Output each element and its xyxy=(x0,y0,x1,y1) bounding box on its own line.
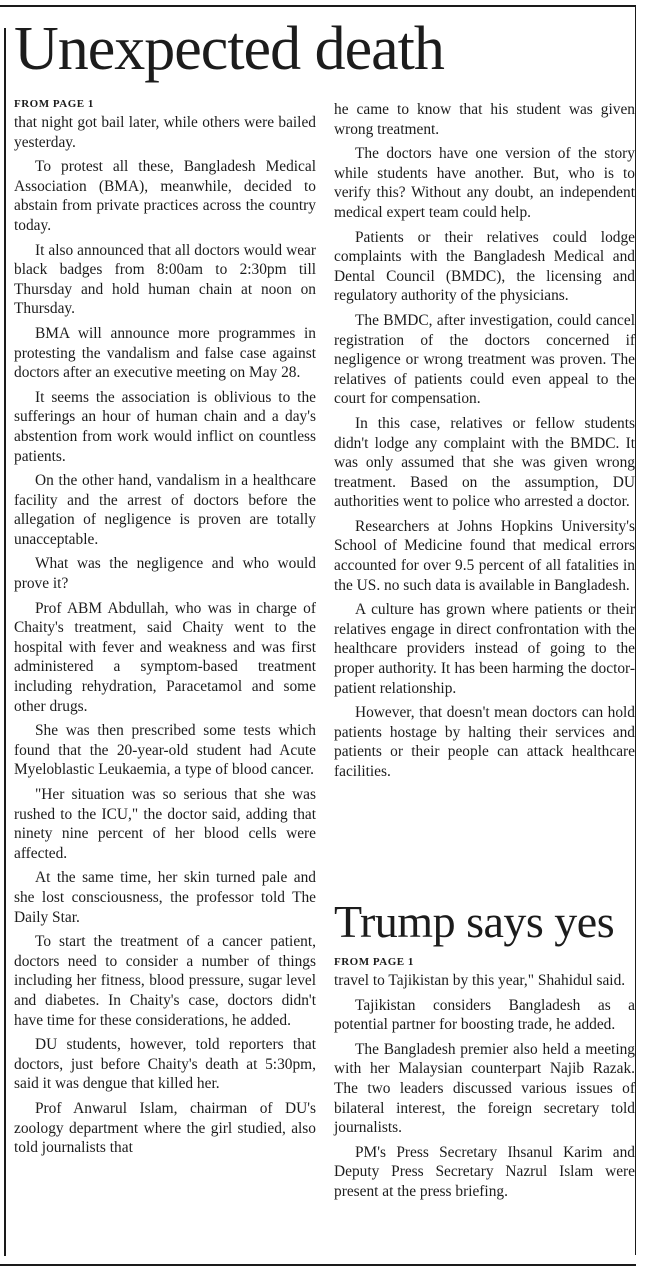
bottom-rule xyxy=(0,1264,636,1266)
paragraph: What was the negligence and who would prove it? xyxy=(14,555,316,593)
top-rule xyxy=(0,5,636,7)
paragraph: To start the treatment of a cancer patient, doctors need to consider a number of things including her fitness, blood pressure, sugar level and diabetes. In Chaity's case, doctors didn't have time for these considerations, he added. xyxy=(14,933,316,1029)
from-page-label: FROM PAGE 1 xyxy=(14,98,94,110)
right-rule xyxy=(635,5,636,1255)
article1-column-1 xyxy=(14,97,316,1163)
paragraph: BMA will announce more programmes in protesting the vandalism and false case against doctors after an executive meeting on May 28. xyxy=(14,324,316,382)
paragraph: She was then prescribed some tests which found that the 20-year-old student had Acute Myeloblastic Leukaemia, a type of blood cancer. xyxy=(14,722,316,779)
paragraph: he came to know that his student was given wrong treatment. xyxy=(334,101,635,138)
paragraph: To protest all these, Bangladesh Medical Association (BMA), meanwhile, decided to abstain from private practices across the country today. xyxy=(14,158,316,234)
article2-column xyxy=(334,955,635,1207)
paragraph: DU students, however, told reporters that doctors, just before Chaity's death at 5:30pm, said it was dengue that killed her. xyxy=(14,1036,316,1093)
paragraph: The doctors have one version of the story while students have another. But, who is to verify this? Without any doubt, an independent medical expert team could help. xyxy=(334,145,635,221)
headline-unexpected-death: Unexpected death xyxy=(14,15,444,83)
paragraph: In this case, relatives or fellow students didn't lodge any complaint with the BMDC. It was only assumed that she was given wrong treatment. Based on the assumption, DU authorities went to police who arrested a doctor. xyxy=(334,414,635,511)
paragraph: It seems the association is oblivious to the sufferings an hour of human chain and a day's abstention from work would inflict on countless patients. xyxy=(14,388,316,465)
left-rule xyxy=(4,28,6,1256)
paragraph: travel to Tajikistan by this year," Shahidul said. xyxy=(334,972,626,989)
paragraph: "Her situation was so serious that she was rushed to the ICU," the doctor said, adding that ninety nine percent of her blood cells were affected. xyxy=(14,786,316,862)
paragraph: Prof Anwarul Islam, chairman of DU's zoology department where the girl studied, also told journalists that xyxy=(14,1099,316,1157)
from-page-label: FROM PAGE 1 xyxy=(334,956,414,968)
paragraph: A culture has grown where patients or their relatives engage in direct confrontation with the healthcare providers instead of going to the proper authority. It has been harming the doctor-patient relationship. xyxy=(334,601,635,697)
article1-column-2 xyxy=(334,100,635,787)
headline-trump-says-yes: Trump says yes xyxy=(334,896,615,947)
paragraph: that night got bail later, while others were bailed yesterday. xyxy=(14,114,316,151)
paragraph: Researchers at Johns Hopkins University's School of Medicine found that medical errors accounted for over 9.5 percent of all fatalities in the US. no such data is available in Bangladesh. xyxy=(334,517,635,594)
paragraph: At the same time, her skin turned pale and she lost consciousness, the professor told The Daily Star. xyxy=(14,869,316,926)
paragraph: Tajikistan considers Bangladesh as a potential partner for boosting trade, he added. xyxy=(334,996,635,1034)
paragraph: Patients or their relatives could lodge complaints with the Bangladesh Medical and Dental Council (BMDC), the licensing and regulatory authority of the physicians. xyxy=(334,228,635,305)
paragraph: The BMDC, after investigation, could cancel registration of the doctors concerned if negligence or wrong treatment was proven. The relatives of patients could even appeal to the court for compensation. xyxy=(334,311,635,408)
paragraph: The Bangladesh premier also held a meeting with her Malaysian counterpart Najib Razak. The two leaders discussed various issues of bilateral interest, the foreign secretary told journalists. xyxy=(334,1040,635,1137)
paragraph: It also announced that all doctors would wear black badges from 8:00am to 2:30pm till Thursday and hold human chain at noon on Thursday. xyxy=(14,241,316,318)
paragraph: On the other hand, vandalism in a healthcare facility and the arrest of doctors before the allegation of negligence is proven are totally unacceptable. xyxy=(14,472,316,548)
paragraph: Prof ABM Abdullah, who was in charge of Chaity's treatment, said Chaity went to the hospital with fever and weakness and was first administered a symptom-based treatment including rehydration, Paracetamol and some other drugs. xyxy=(14,599,316,715)
paragraph: However, that doesn't mean doctors can hold patients hostage by halting their services and patients or their people can attack healthcare facilities. xyxy=(334,704,635,780)
paragraph: PM's Press Secretary Ihsanul Karim and Deputy Press Secretary Nazrul Islam were present at the press briefing. xyxy=(334,1143,635,1200)
